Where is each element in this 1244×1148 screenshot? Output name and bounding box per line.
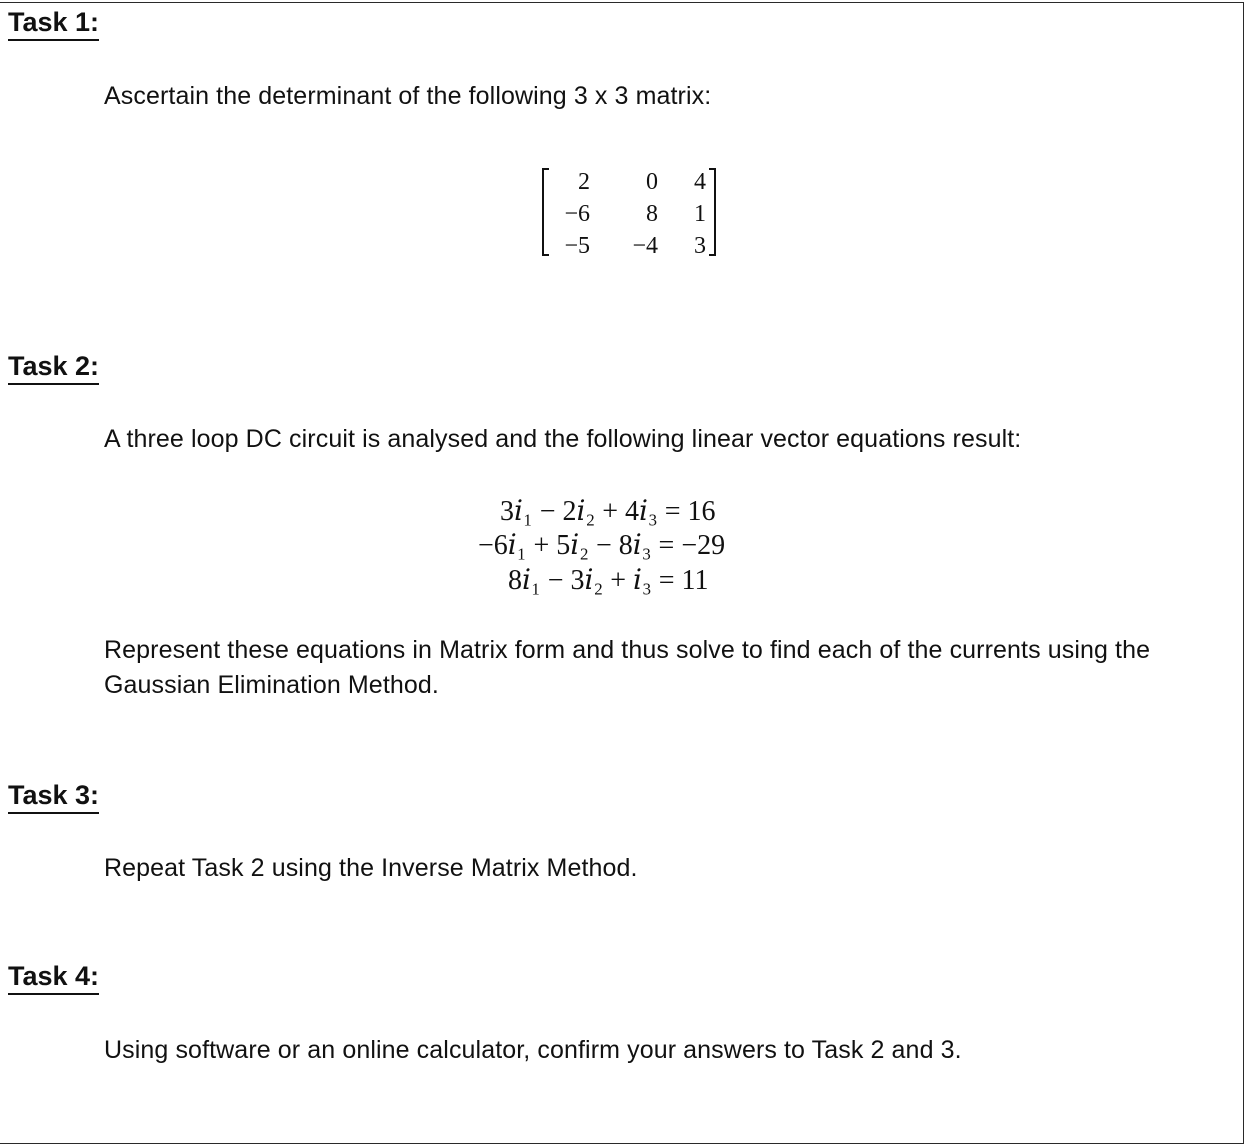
task2-intro: A three loop DC circuit is analysed and the following linear vector equations result: [104, 425, 1022, 453]
task4-heading: Task 4: [8, 960, 99, 995]
matrix-left-bracket [542, 168, 549, 256]
task2-heading: Task 2: [8, 350, 99, 385]
task4-text: Using software or an online calculator, confirm your answers to Task 2 and 3. [104, 1036, 962, 1064]
matrix-cell: 3 [694, 233, 706, 259]
matrix-cell: 8 [646, 201, 658, 227]
matrix-cell: 1 [694, 201, 706, 227]
matrix-cell: 4 [694, 169, 706, 195]
matrix-cell: −4 [632, 233, 658, 259]
matrix-cell: 2 [578, 169, 590, 195]
task1-prompt: Ascertain the determinant of the following 3 x 3 matrix: [104, 82, 712, 110]
task3-text: Repeat Task 2 using the Inverse Matrix Method. [104, 854, 638, 882]
task3-heading: Task 3: [8, 779, 99, 814]
matrix-cell: 0 [646, 169, 658, 195]
task2-instruction-line1: Represent these equations in Matrix form and thus solve to find each of the currents using the [104, 636, 1151, 664]
task2-instruction-line2: Gaussian Elimination Method. [104, 671, 439, 699]
bottom-border [0, 1143, 1244, 1144]
top-border [0, 2, 1244, 3]
matrix-cell: −5 [564, 233, 590, 259]
matrix-3x3 [542, 164, 716, 260]
matrix-right-bracket [709, 168, 716, 256]
matrix-cell: −6 [564, 201, 590, 227]
task1-heading: Task 1: [8, 6, 99, 41]
equation-3: 8𝑖₁ − 3𝑖₂ + 𝑖₃ = 11 [508, 565, 709, 596]
equation-1: 3𝑖₁ − 2𝑖₂ + 4𝑖₃ = 16 [500, 496, 716, 527]
equation-2: −6𝑖₁ + 5𝑖₂ − 8𝑖₃ = −29 [478, 530, 726, 561]
